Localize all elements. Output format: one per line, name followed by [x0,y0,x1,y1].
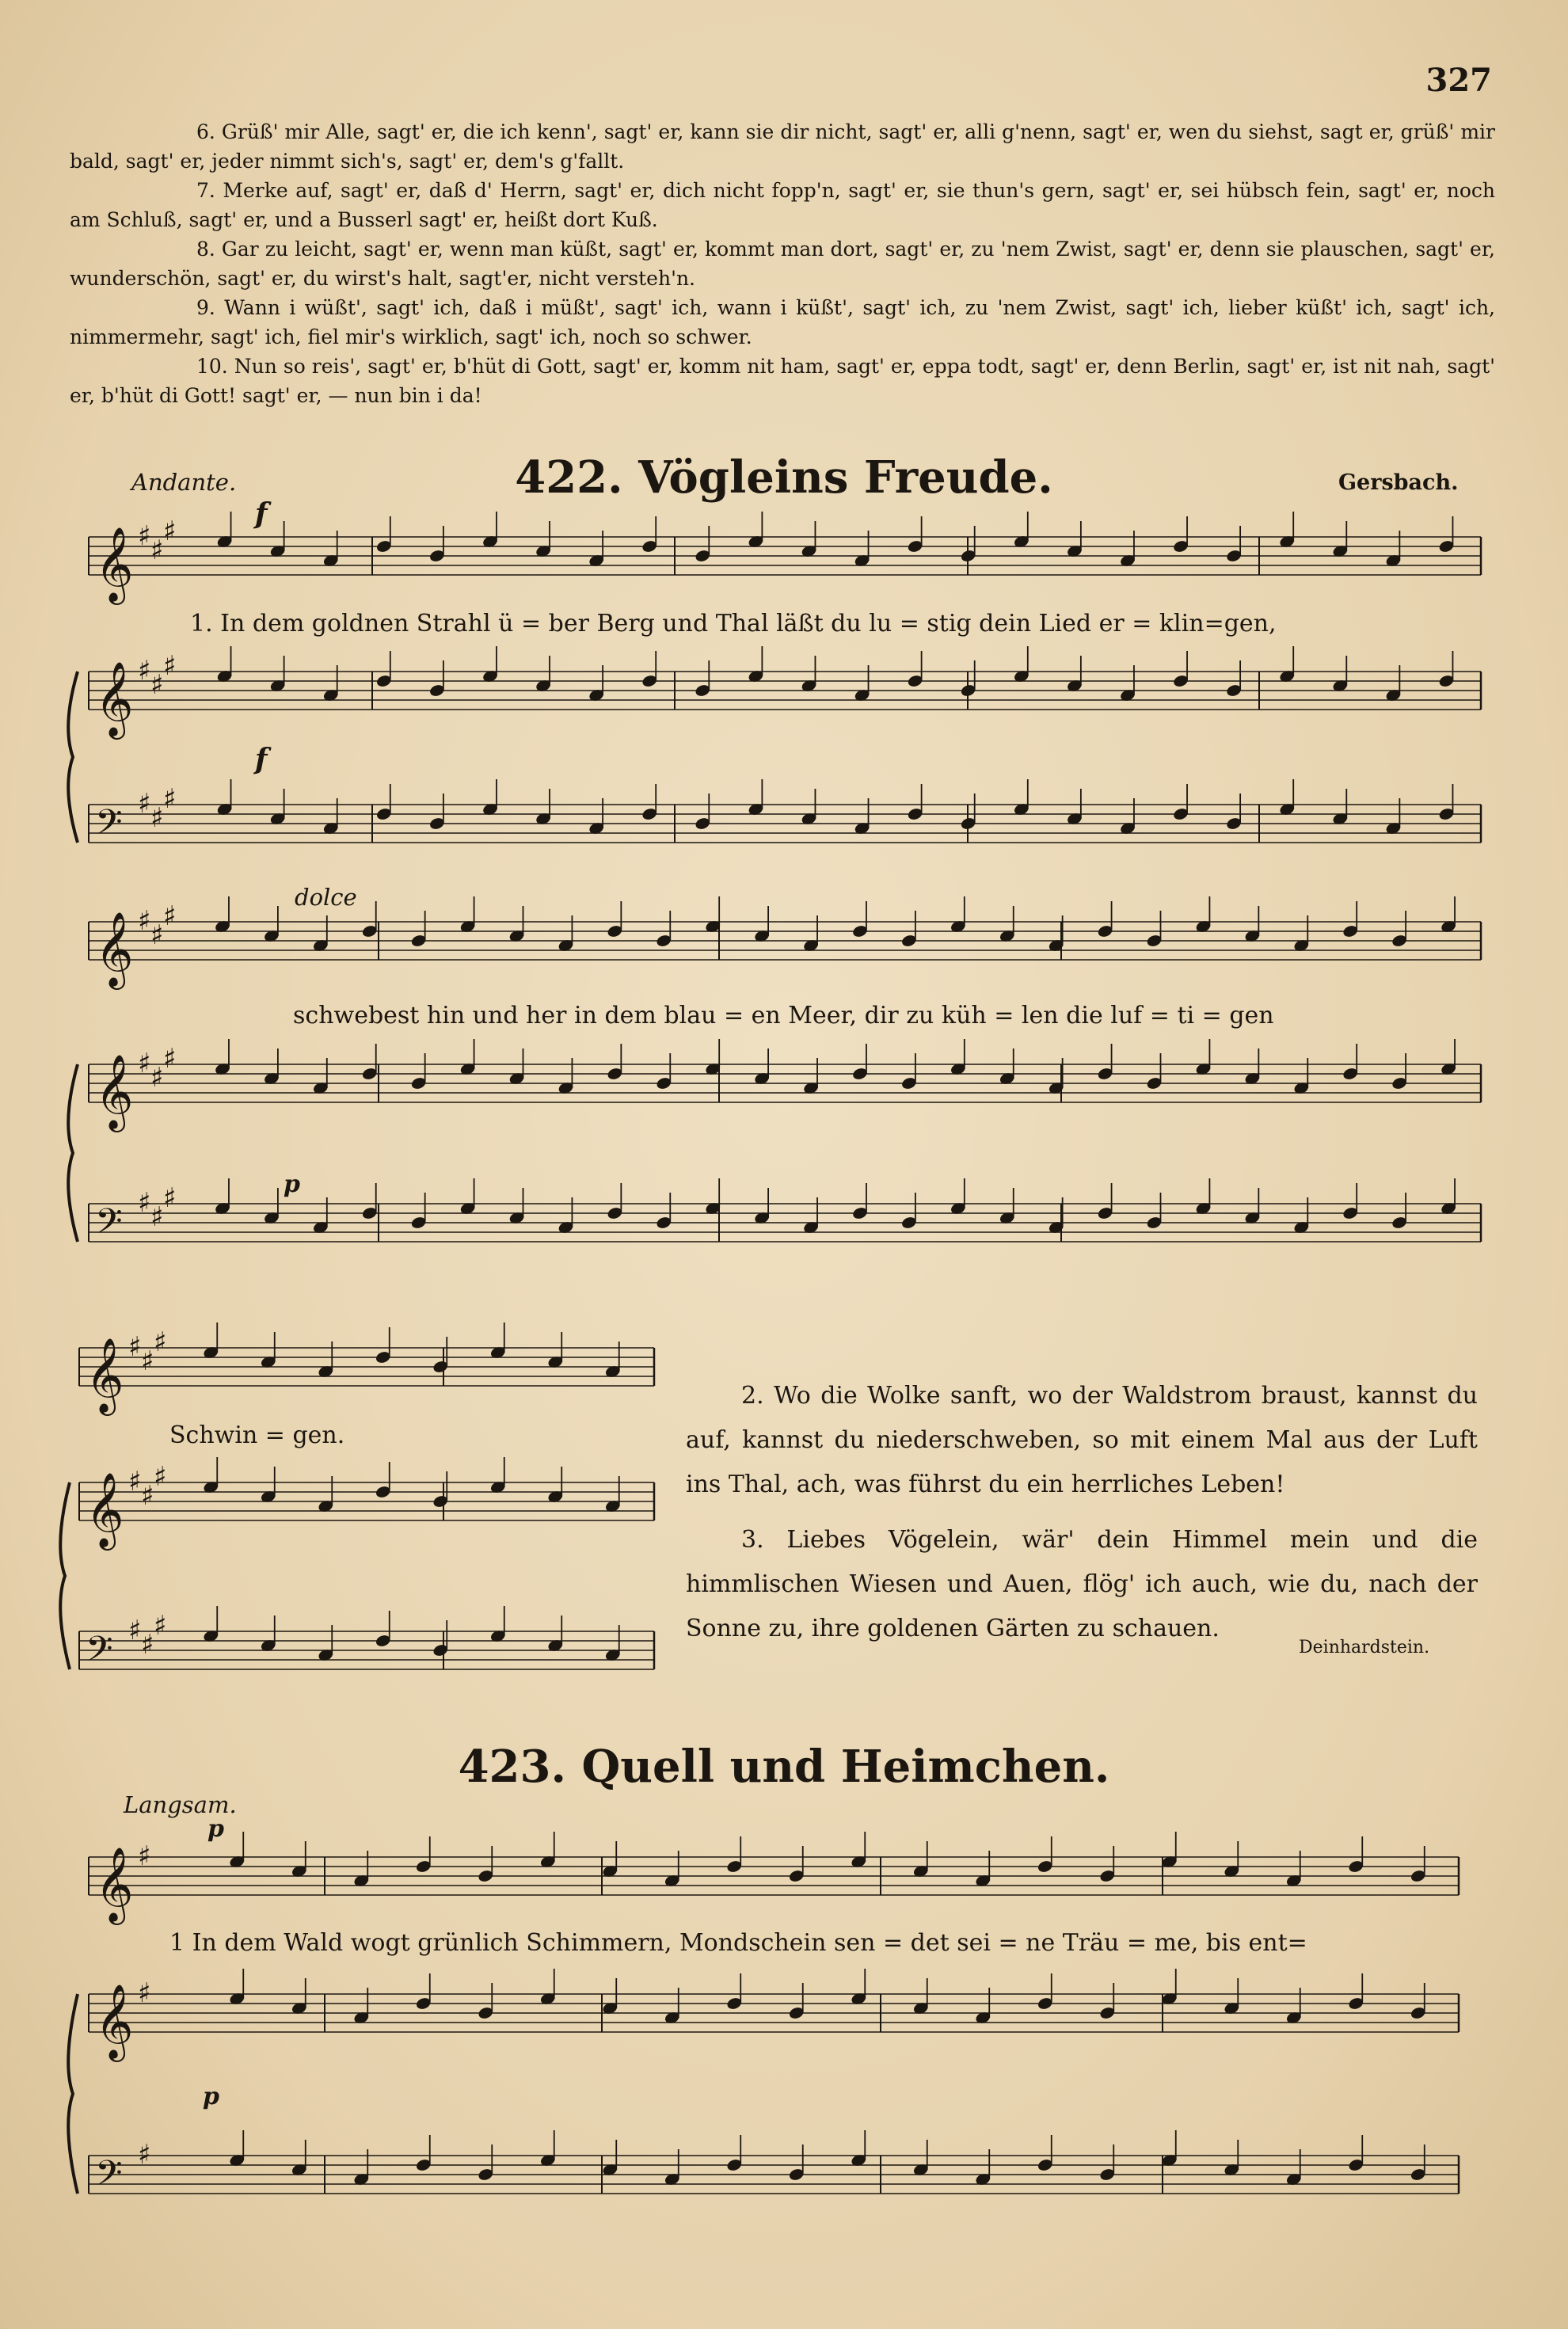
song423-dynamic-bass: p [203,2083,219,2110]
song422-s3-brace [60,1482,70,1669]
song422-s3-bass-clef: 𝄢 [86,1628,113,1678]
song423-tempo: Langsam. [124,1791,237,1818]
verse-6: 6. Grüß' mir Alle, sagt' er, die ich kenn', sagt' er, kann sie dir nicht, sagt' er, alli g'nenn, sagt' er, wen du siehst, sagt er, grüß' mir bald, sagt' er, jeder nimmt sich's, sagt' er, dem's g'fallt. [70,120,1495,173]
song423-brace [68,1994,78,2194]
stanza-3: 3. Liebes Vögelein, wär' dein Himmel mein und die himmlischen Wiesen und Auen, flög' ich auch, wie du, nach der Sonne zu, ihre goldenen Gärten zu schauen. [686,1526,1478,1642]
song423-dynamic-voice: p [207,1815,224,1843]
song422-s3-treble-key-sharp: ♯ [128,1466,142,1497]
page-number: 327 [1425,62,1492,99]
song422-s1-treble-key-sharp: ♯ [138,655,151,687]
song422-title: 422. Vögleins Freude. [515,451,1053,504]
song422-dolce: dolce [295,884,357,911]
song422-s1-bass-key-sharp: ♯ [150,802,164,834]
song422-s3-treble-key-sharp: ♯ [154,1461,167,1493]
song422-s2-voice-key-sharp: ♯ [150,919,164,951]
song422-s2-brace [68,1064,78,1242]
song423-bass-key-sharp: ♯ [138,2139,151,2171]
song422-s1-voice-clef: 𝄞 [95,527,134,602]
song422-s2-treble-clef: 𝄞 [95,1054,134,1129]
verse-9: 9. Wann i wüßt', sagt' ich, daß i müßt', sagt' ich, wann i küßt', sagt' ich, zu 'nem Zwist, sagt' ich, lieber küßt' ich, sagt' ich, nimmermehr, sagt' ich, fiel mir's wirklich, sagt' ich, noch so schwer. [70,296,1495,348]
song422-dynamic-voice: f [255,497,268,531]
song422-s1-voice-key-sharp: ♯ [163,516,177,547]
song422-s1-bass-key-sharp: ♯ [138,788,151,820]
song422-s2-treble-key-sharp: ♯ [163,1043,177,1075]
song422-tempo: Andante. [131,469,237,496]
song422-s1-treble-key-sharp: ♯ [150,669,164,701]
song422-s1-treble-clef: 𝄞 [95,661,134,736]
song422-lyrics-line3: Schwin = gen. [169,1421,345,1449]
song422-s3-treble-key-sharp: ♯ [141,1480,154,1512]
song422-s1-brace [68,672,78,843]
song423-title: 423. Quell und Heimchen. [458,1741,1110,1793]
song422-s3-voice-key-sharp: ♯ [154,1326,167,1358]
song422-s3-bass-key-sharp: ♯ [141,1629,154,1661]
song423-voice-key-sharp: ♯ [138,1840,151,1872]
verse-7: 7. Merke auf, sagt' er, daß d' Herrn, sagt' er, dich nicht fopp'n, sagt' er, sie thun's gern, sagt' er, sei hübsch fein, sagt' er, noch am Schluß, sagt' er, und a Busserl sagt' er, heißt dort Kuß. [70,179,1495,231]
song422-s1-bass-key-sharp: ♯ [163,783,177,815]
song422-s1-voice-key-sharp: ♯ [150,535,164,566]
song422-s2-treble-key-sharp: ♯ [150,1062,164,1094]
song422-s3-voice-key-sharp: ♯ [128,1331,142,1363]
song423-voice-clef: 𝄞 [95,1847,134,1922]
song422-s2-bass-key-sharp: ♯ [138,1187,151,1219]
song422-s3-voice-clef: 𝄞 [86,1338,124,1413]
verse-10: 10. Nun so reis', sagt' er, b'hüt di Gott, sagt' er, komm nit ham, sagt' er, eppa todt, sagt' er, denn Berlin, sagt' er, ist nit nah, sagt' er, b'hüt di Gott! sagt' er, — nun bin i da! [70,355,1495,407]
song422-s1-bass-clef: 𝄢 [95,801,123,851]
song422-s1-voice-key-sharp: ♯ [138,520,151,552]
song423-treble-key-sharp: ♯ [138,1977,151,2009]
song422-s3-treble-clef: 𝄞 [86,1472,124,1547]
song422-s3-voice-key-sharp: ♯ [141,1345,154,1377]
song422-author: Deinhardstein. [1299,1638,1430,1657]
song423-bass-clef: 𝄢 [95,2152,123,2202]
stanza-2: 2. Wo die Wolke sanft, wo der Waldstrom braust, kannst du auf, kannst du niederschweben, so mit einem Mal aus der Luft ins Thal, ach, was führst du ein herrliches Leben! [686,1382,1478,1498]
song422-dynamic-p: p [284,1170,300,1198]
song422-lyrics-line2: schwebest hin und her in dem blau = en Meer, dir zu küh = len die luf = ti = gen [293,1002,1274,1029]
song422-s3-bass-key-sharp: ♯ [128,1615,142,1646]
song422-s2-bass-key-sharp: ♯ [150,1201,164,1233]
song422-composer: Gersbach. [1338,470,1459,495]
verse-8: 8. Gar zu leicht, sagt' er, wenn man küßt, sagt' er, kommt man dort, sagt' er, zu 'nem Zwist, sagt' er, denn sie plauschen, sagt' er, wunderschön, sagt' er, du wirst's halt, sagt'er, nicht versteh'n. [70,238,1495,290]
song422-s2-bass-key-sharp: ♯ [163,1182,177,1214]
song422-s2-voice-key-sharp: ♯ [163,900,177,932]
song422-dynamic-bass: f [255,743,268,776]
song422-s2-bass-clef: 𝄢 [95,1201,123,1250]
song422-s2-voice-key-sharp: ♯ [138,905,151,937]
song422-s1-treble-key-sharp: ♯ [163,650,177,682]
song422-s2-treble-key-sharp: ♯ [138,1048,151,1079]
song422-s2-voice-clef: 𝄞 [95,911,134,987]
song422-s3-bass-key-sharp: ♯ [154,1610,167,1642]
song422-lyrics-line1: 1. In dem goldnen Strahl ü = ber Berg und Thal läßt du lu = stig dein Lied er = klin=gen, [190,610,1277,637]
song423-treble-clef: 𝄞 [95,1984,134,2059]
song423-lyrics-line1: 1 In dem Wald wogt grünlich Schimmern, Mondschein sen = det sei = ne Träu = me, bis ent= [169,1929,1307,1957]
